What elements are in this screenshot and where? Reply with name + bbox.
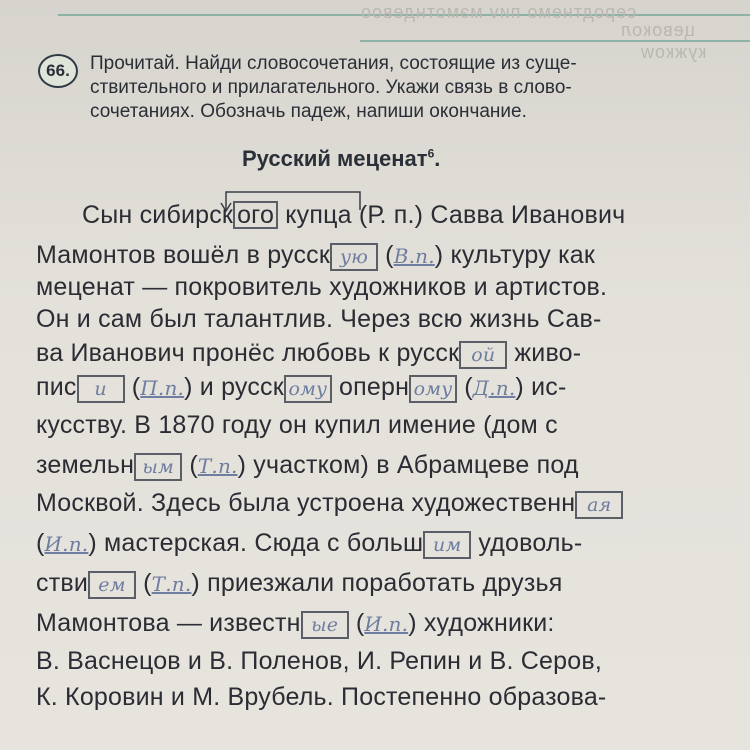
case-answer: П.п. — [140, 376, 185, 400]
case-answer: И.п. — [44, 532, 89, 556]
text-fragment: ( — [36, 529, 45, 557]
ending-box: ые — [301, 611, 349, 639]
text-line-10 — [36, 528, 582, 559]
ending-box: ым — [134, 453, 182, 481]
text-line-5 — [36, 338, 581, 369]
text-fragment: удоволь- — [471, 529, 583, 557]
ending-box: ому — [284, 375, 332, 403]
ending-box: и — [77, 375, 125, 403]
task-instructions — [90, 52, 730, 124]
case-answer: И.п. — [364, 612, 409, 636]
bleed-through-text: серодтнемо пиv мэмотндевоо — [360, 2, 637, 22]
text-line-3: меценат — покровитель художников и артистов. — [36, 273, 608, 301]
text-fragment: ) ис- — [515, 373, 567, 401]
ending-box: ой — [459, 341, 507, 369]
case-answer: Д.п. — [472, 376, 516, 400]
text-fragment: Сын сибирск — [82, 201, 234, 229]
text-line-12 — [36, 608, 555, 639]
case-answer: Т.п. — [197, 454, 238, 478]
text-line-9 — [36, 488, 623, 519]
text-fragment: ва Иванович пронёс любовь к русск — [36, 339, 460, 367]
bleed-through-text: кужкоw — [640, 42, 707, 62]
text-fragment: живо- — [507, 339, 582, 367]
title-footnote: 6 — [427, 146, 435, 161]
text-line-14: К. Коровин и М. Врубель. Постепенно образова- — [36, 683, 607, 711]
title-text: Русский меценат — [242, 146, 428, 171]
case-answer: В.п. — [393, 244, 435, 268]
text-title — [242, 146, 440, 172]
text-fragment: ) мастерская. Сюда с больш — [88, 529, 424, 557]
task-line: Прочитай. Найди словосочетания, состоящие из суще- — [90, 53, 577, 74]
ending-box: ую — [330, 243, 378, 271]
text-fragment: Мамонтова — известн — [36, 609, 301, 637]
ending-box: ая — [575, 491, 623, 519]
text-fragment: стви — [36, 569, 88, 597]
bleed-through-text: цевокол — [620, 20, 695, 40]
text-fragment: ) приезжали поработать друзья — [191, 569, 563, 597]
text-line-8 — [36, 450, 579, 481]
text-fragment: ( — [348, 609, 365, 637]
text-line-4: Он и сам был талантлив. Через всю жизнь Сав- — [36, 305, 602, 333]
text-fragment: купца (Р. п.) Савва Иванович — [278, 201, 626, 229]
ending-box: ого — [233, 201, 278, 229]
text-fragment: ( — [457, 373, 473, 401]
ending-box: ому — [409, 375, 457, 403]
text-fragment: ( — [182, 451, 198, 479]
text-fragment: Мамонтов вошёл в русск — [36, 241, 331, 269]
text-line-1 — [82, 200, 625, 230]
text-fragment: земельн — [36, 451, 135, 479]
text-line-7: кусству. В 1870 году он купил имение (дом с — [36, 411, 558, 439]
text-fragment: ) культуру как — [434, 241, 596, 269]
ending-box: им — [423, 531, 471, 559]
exercise-number: 66. — [38, 54, 78, 88]
text-line-13: В. Васнецов и В. Поленов, И. Репин и В. Серов, — [36, 647, 602, 675]
text-line-6 — [36, 372, 566, 403]
text-fragment: ) и русск — [184, 373, 284, 401]
text-line-2 — [36, 240, 595, 271]
text-fragment: ( — [378, 241, 394, 269]
text-fragment: пис — [36, 373, 77, 401]
title-dot: . — [434, 146, 441, 171]
text-fragment: оперн — [331, 373, 410, 401]
text-fragment: ) участком) в Абрамцеве под — [237, 451, 579, 479]
ending-box: ем — [88, 571, 136, 599]
text-line-11 — [36, 568, 562, 599]
task-line: сочетаниях. Обозначь падеж, напиши окончание. — [90, 101, 527, 122]
text-fragment: ( — [124, 373, 141, 401]
text-fragment: ) художники: — [408, 609, 555, 637]
case-answer: Т.п. — [151, 572, 192, 596]
text-fragment: ( — [136, 569, 152, 597]
text-fragment: Москвой. Здесь была устроена художественн — [36, 489, 576, 517]
task-line: ствительного и прилагательного. Укажи связь в слово- — [90, 77, 572, 98]
